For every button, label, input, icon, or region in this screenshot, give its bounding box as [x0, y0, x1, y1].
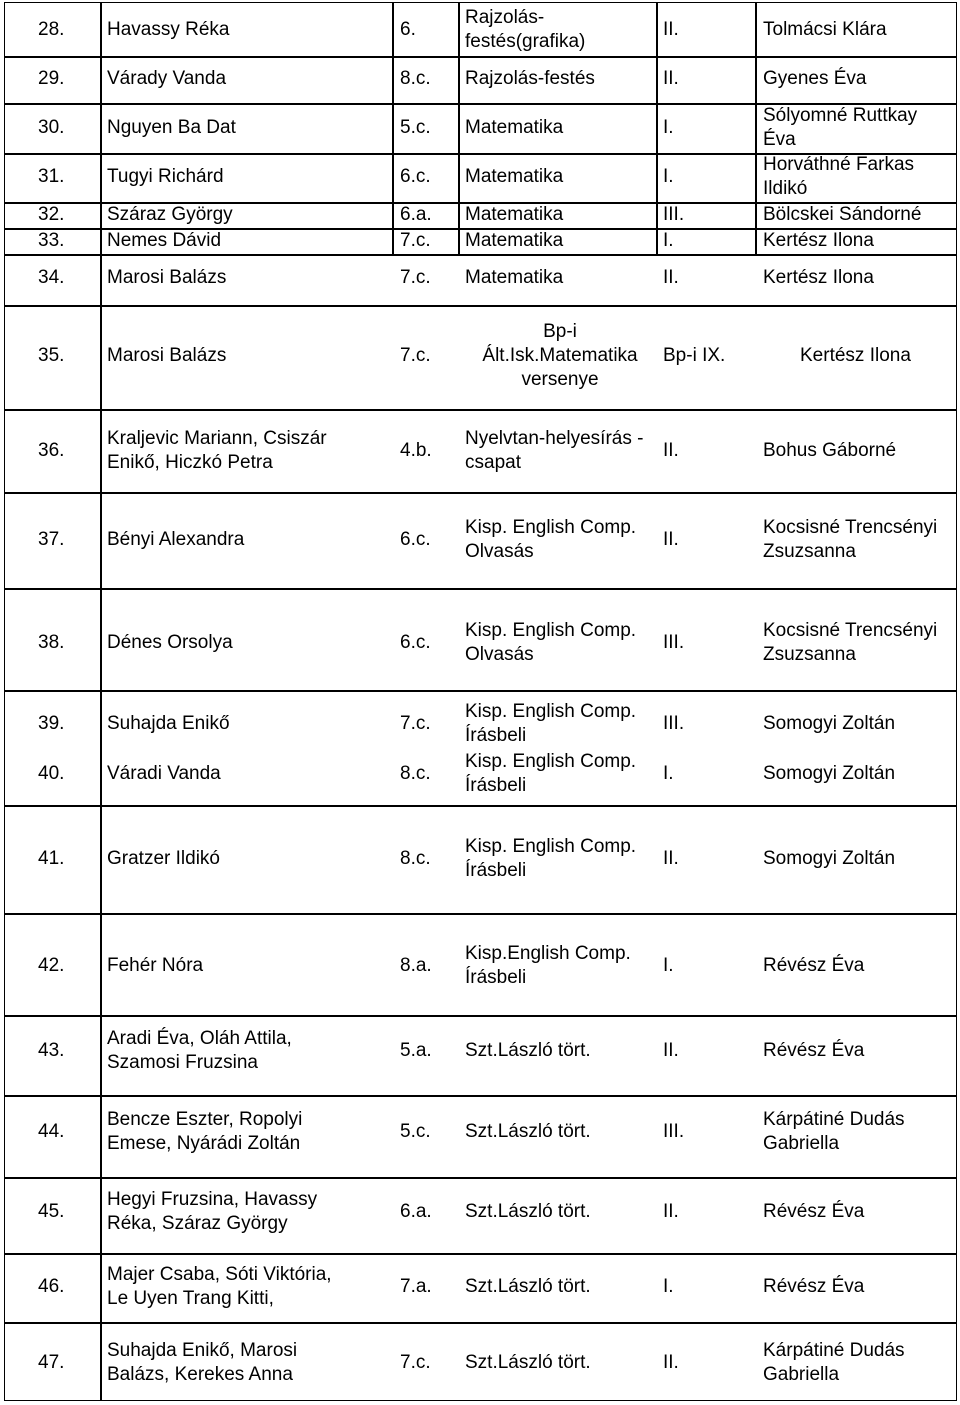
cell-teacher: Sólyomné Ruttkay Éva — [763, 105, 918, 150]
cell-subj: Kisp. English Comp. Olvasás — [465, 517, 637, 562]
cell-subj: Szt.László tört. — [465, 1121, 591, 1142]
cell-cls: 7.c. — [400, 345, 431, 366]
cell-subj: Matematika — [465, 204, 564, 225]
cell-name: Fehér Nóra — [107, 955, 204, 976]
cell-nr: 39. — [38, 713, 65, 734]
cell-nr: 47. — [38, 1352, 65, 1373]
row-divider — [4, 1015, 957, 1017]
row-divider — [4, 1253, 957, 1255]
cell-name: Várady Vanda — [107, 68, 227, 89]
cell-nr: 36. — [38, 440, 65, 461]
cell-subj: Szt.László tört. — [465, 1352, 591, 1373]
cell-nr: 41. — [38, 848, 65, 869]
cell-cls: 6.a. — [400, 204, 432, 225]
row-divider — [4, 1095, 957, 1097]
cell-place: II. — [663, 1352, 679, 1373]
cell-cls: 5.c. — [400, 117, 431, 138]
cell-teacher: Kárpátiné Dudás Gabriella — [763, 1340, 905, 1385]
cell-subj: Rajzolás-festés — [465, 68, 595, 89]
cell-nr: 33. — [38, 230, 65, 251]
cell-place: III. — [663, 1121, 685, 1142]
cell-nr: 45. — [38, 1201, 65, 1222]
cell-cls: 8.a. — [400, 955, 432, 976]
cell-place: II. — [663, 529, 679, 550]
cell-teacher: Somogyi Zoltán — [763, 848, 896, 869]
cell-subj: Szt.László tört. — [465, 1201, 591, 1222]
cell-name: Hegyi Fruzsina, Havassy Réka, Száraz György — [107, 1189, 318, 1234]
cell-subj: Rajzolás- festés(grafika) — [465, 7, 586, 52]
cell-place: II. — [663, 1040, 679, 1061]
cell-nr: 46. — [38, 1276, 65, 1297]
cell-cls: 7.c. — [400, 713, 431, 734]
cell-place: I. — [663, 166, 674, 187]
row-divider — [4, 805, 957, 807]
cell-name: Nemes Dávid — [107, 230, 222, 251]
row-divider — [4, 492, 957, 494]
cell-subj: Szt.László tört. — [465, 1040, 591, 1061]
cell-cls: 6.a. — [400, 1201, 432, 1222]
cell-nr: 37. — [38, 529, 65, 550]
cell-nr: 43. — [38, 1040, 65, 1061]
cell-nr: 32. — [38, 204, 65, 225]
cell-teacher: Révész Éva — [763, 1040, 865, 1061]
column-divider — [458, 2, 460, 254]
cell-subj: Kisp. English Comp. Írásbeli — [465, 701, 637, 746]
cell-teacher: Kocsisné Trencsényi Zsuzsanna — [763, 620, 938, 665]
cell-name: Havassy Réka — [107, 19, 230, 40]
row-divider — [4, 56, 957, 58]
cell-teacher: Tolmácsi Klára — [763, 19, 887, 40]
cell-name: Bényi Alexandra — [107, 529, 245, 550]
cell-name: Váradi Vanda — [107, 763, 221, 784]
row-divider — [4, 913, 957, 915]
cell-teacher: Bohus Gáborné — [763, 440, 897, 461]
column-divider — [656, 2, 658, 254]
cell-cls: 4.b. — [400, 440, 432, 461]
cell-cls: 5.a. — [400, 1040, 432, 1061]
cell-teacher: Kocsisné Trencsényi Zsuzsanna — [763, 517, 938, 562]
cell-nr: 44. — [38, 1121, 65, 1142]
cell-place: II. — [663, 68, 679, 89]
cell-place: III. — [663, 713, 685, 734]
cell-subj: Szt.László tört. — [465, 1276, 591, 1297]
cell-teacher: Révész Éva — [763, 1201, 865, 1222]
cell-subj: Kisp. English Comp. Írásbeli — [465, 836, 637, 881]
row-divider — [4, 1177, 957, 1179]
cell-nr: 29. — [38, 68, 65, 89]
cell-nr: 38. — [38, 632, 65, 653]
cell-place: I. — [663, 117, 674, 138]
cell-place: I. — [663, 955, 674, 976]
cell-cls: 8.c. — [400, 763, 431, 784]
row-divider — [4, 409, 957, 411]
cell-place: II. — [663, 19, 679, 40]
row-divider — [4, 254, 957, 256]
cell-teacher: Bölcskei Sándorné — [763, 204, 922, 225]
cell-cls: 8.c. — [400, 68, 431, 89]
cell-place: Bp-i IX. — [663, 345, 726, 366]
cell-name: Majer Csaba, Sóti Viktória, Le Uyen Trang Kitti, — [107, 1264, 332, 1309]
cell-place: II. — [663, 1201, 679, 1222]
row-divider — [4, 305, 957, 307]
cell-name: Suhajda Enikő — [107, 713, 230, 734]
cell-cls: 7.c. — [400, 1352, 431, 1373]
cell-cls: 6.c. — [400, 632, 431, 653]
cell-name: Suhajda Enikő, Marosi Balázs, Kerekes Anna — [107, 1340, 298, 1385]
row-divider — [4, 690, 957, 692]
cell-name: Bencze Eszter, Ropolyi Emese, Nyárádi Zoltán — [107, 1109, 303, 1154]
column-divider — [755, 2, 757, 254]
cell-place: II. — [663, 848, 679, 869]
cell-subj: Matematika — [465, 230, 564, 251]
cell-cls: 6. — [400, 19, 416, 40]
cell-subj: Matematika — [465, 267, 564, 288]
cell-cls: 7.a. — [400, 1276, 432, 1297]
cell-subj: Matematika — [465, 117, 564, 138]
cell-subj: Kisp. English Comp. Olvasás — [465, 620, 637, 665]
cell-subj: Kisp. English Comp. Írásbeli — [465, 751, 637, 796]
cell-cls: 6.c. — [400, 166, 431, 187]
cell-subj: Nyelvtan-helyesírás - csapat — [465, 428, 644, 473]
cell-teacher: Kárpátiné Dudás Gabriella — [763, 1109, 905, 1154]
cell-name: Gratzer Ildikó — [107, 848, 220, 869]
cell-teacher: Kertész Ilona — [763, 267, 874, 288]
cell-nr: 31. — [38, 166, 65, 187]
cell-nr: 34. — [38, 267, 65, 288]
cell-place: III. — [663, 632, 685, 653]
column-divider — [392, 2, 394, 254]
cell-teacher: Somogyi Zoltán — [763, 713, 896, 734]
cell-place: II. — [663, 267, 679, 288]
cell-name: Marosi Balázs — [107, 345, 227, 366]
cell-place: I. — [663, 1276, 674, 1297]
cell-nr: 28. — [38, 19, 65, 40]
cell-place: II. — [663, 440, 679, 461]
cell-place: I. — [663, 763, 674, 784]
cell-subj: Kisp.English Comp. Írásbeli — [465, 943, 631, 988]
column-divider — [100, 2, 102, 1401]
cell-nr: 40. — [38, 763, 65, 784]
cell-teacher: Horváthné Farkas Ildikó — [763, 154, 915, 199]
cell-nr: 42. — [38, 955, 65, 976]
cell-teacher: Gyenes Éva — [763, 68, 867, 89]
cell-teacher: Révész Éva — [763, 1276, 865, 1297]
cell-name: Marosi Balázs — [107, 267, 227, 288]
cell-place: III. — [663, 204, 685, 225]
cell-place: I. — [663, 230, 674, 251]
cell-nr: 35. — [38, 345, 65, 366]
cell-name: Aradi Éva, Oláh Attila, Szamosi Fruzsina — [107, 1028, 292, 1073]
cell-teacher: Kertész Ilona — [800, 345, 911, 366]
cell-teacher: Révész Éva — [763, 955, 865, 976]
cell-teacher: Kertész Ilona — [763, 230, 874, 251]
cell-cls: 5.c. — [400, 1121, 431, 1142]
cell-nr: 30. — [38, 117, 65, 138]
cell-cls: 7.c. — [400, 267, 431, 288]
cell-name: Dénes Orsolya — [107, 632, 233, 653]
cell-cls: 7.c. — [400, 230, 431, 251]
row-divider — [4, 1322, 957, 1324]
cell-cls: 8.c. — [400, 848, 431, 869]
row-divider — [4, 588, 957, 590]
cell-subj: Matematika — [465, 166, 564, 187]
cell-teacher: Somogyi Zoltán — [763, 763, 896, 784]
cell-subj: Bp-i Ált.Isk.Matematika versenye — [482, 321, 638, 390]
cell-name: Nguyen Ba Dat — [107, 117, 236, 138]
cell-name: Száraz György — [107, 204, 233, 225]
cell-cls: 6.c. — [400, 529, 431, 550]
cell-name: Tugyi Richárd — [107, 166, 224, 187]
cell-name: Kraljevic Mariann, Csiszár Enikő, Hiczkó Petra — [107, 428, 327, 473]
